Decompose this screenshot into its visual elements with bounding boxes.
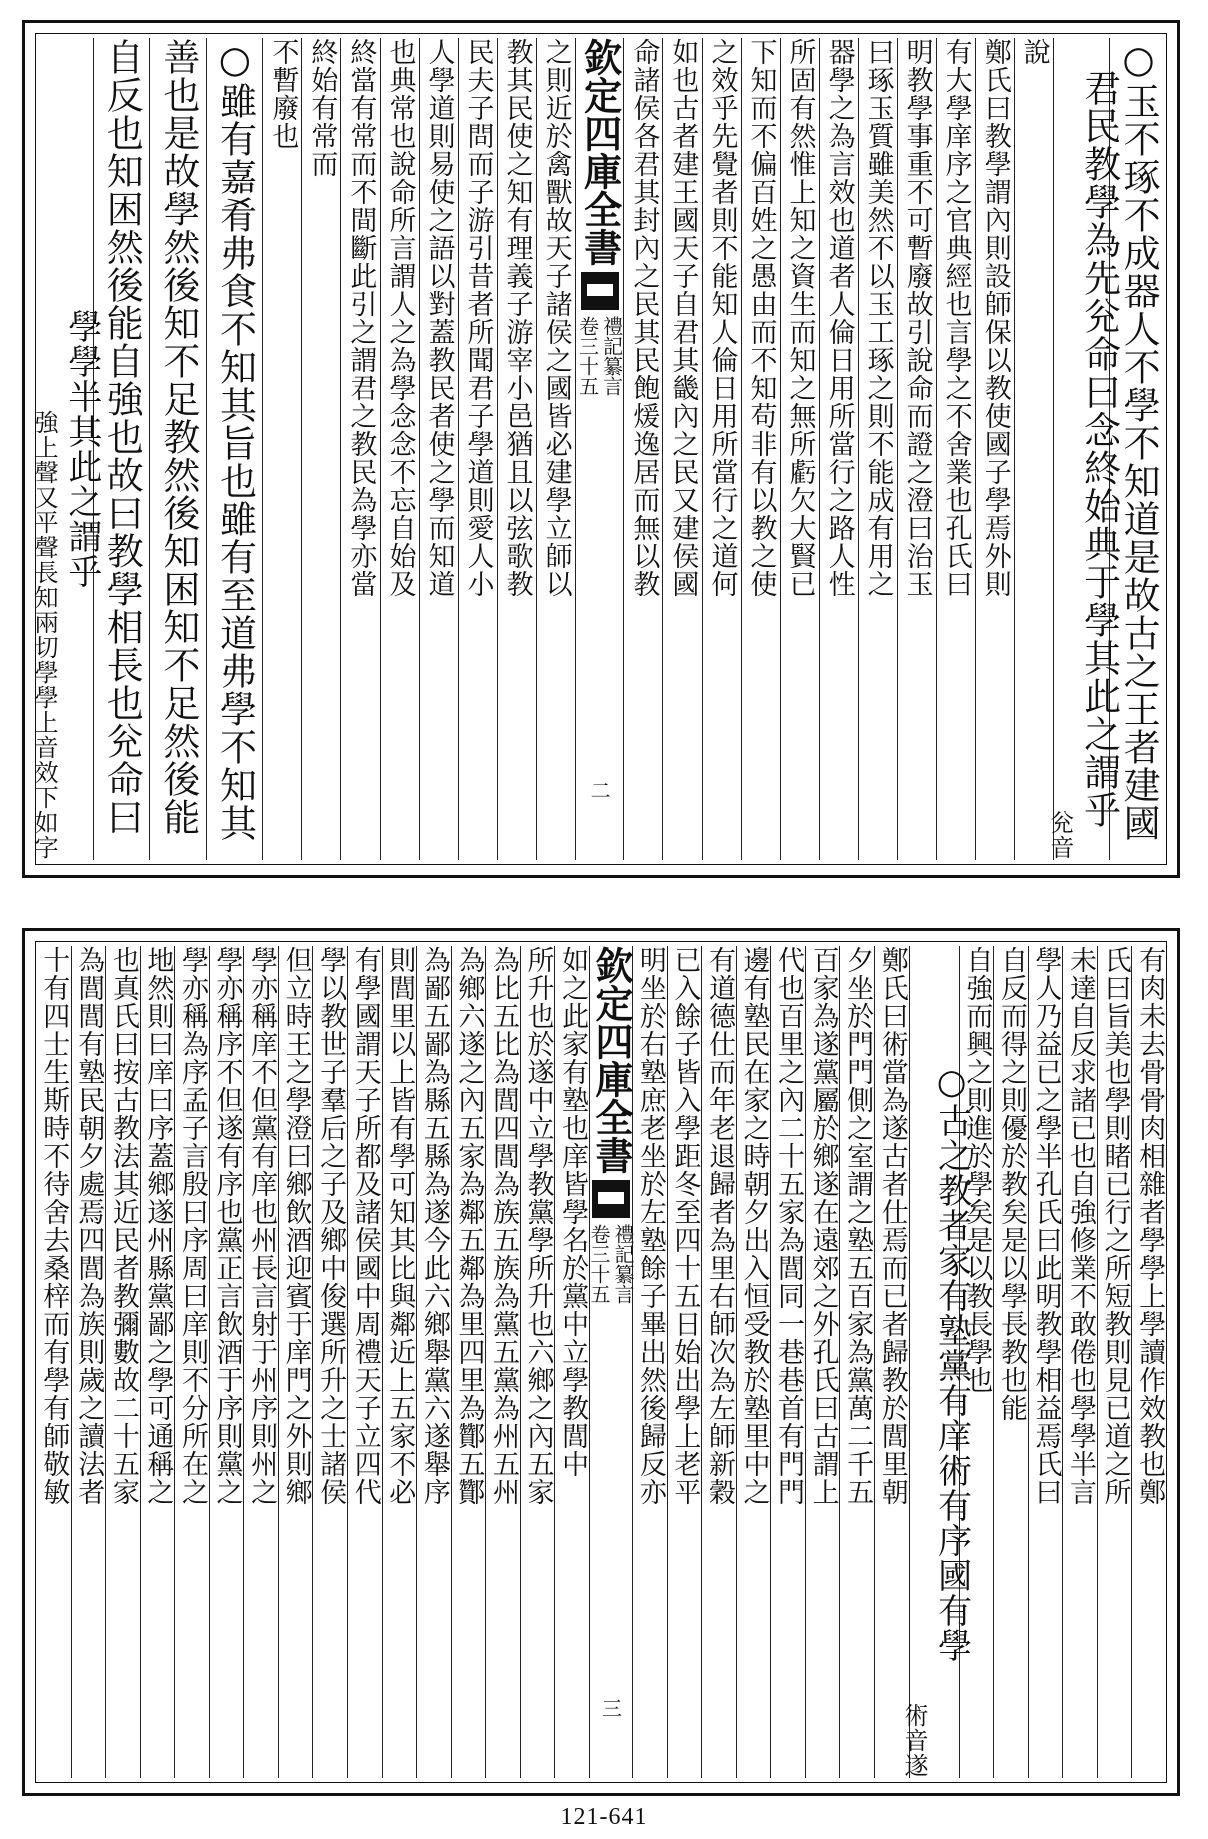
text-column-with-note	[899, 946, 972, 1778]
column-text: 也真氏曰按古教法其近民者教彌數故二十五家	[107, 946, 139, 1506]
volume-label	[588, 1224, 634, 1304]
column-text: 明教學事重不可暫廢故引說命而證之澄曰治玉	[901, 38, 933, 598]
commentary-column	[770, 946, 805, 1778]
column-text: 則閭里以上皆有學可知其比與鄰近上五家不必	[384, 946, 416, 1506]
commentary-column	[419, 38, 458, 860]
chapter-number: 卷三十五	[575, 316, 600, 396]
upper-page-frame	[30, 33, 1167, 865]
column-text: 也典常也說命所言謂人之為學念念不忘自始及	[384, 38, 416, 598]
column-text: 教其民使之知有理義子游宰小邑猶且以弦歌教	[501, 38, 533, 598]
commentary-column	[736, 946, 771, 1778]
commentary-column	[702, 38, 741, 860]
column-text: 為閭閭有塾民朝夕處焉四閭為族則歲之讀法者	[73, 946, 105, 1506]
commentary-column	[1097, 946, 1132, 1778]
commentary-column	[520, 946, 555, 1778]
commentary-column	[819, 38, 858, 860]
column-text: 鄭氏曰教學謂內則設師保以教使國子學焉外則	[979, 38, 1011, 598]
commentary-column	[667, 946, 702, 1778]
commentary-column	[36, 946, 71, 1778]
column-text: 十有四士生斯時不待舍去桑梓而有學有師敬敏	[38, 946, 70, 1506]
commentary-column	[451, 946, 486, 1778]
column-text: 為鄉六遂之內五家為鄰五鄰為里四里為酇五酇	[453, 946, 485, 1506]
commentary-column	[701, 946, 736, 1778]
commentary-column	[936, 38, 975, 860]
column-text: 所升也於遂中立學教黨學所升也六鄉之內五家	[522, 946, 554, 1506]
column-text: 終始有常而	[306, 38, 338, 178]
column-text: 地然則曰庠曰序蓋鄉遂州縣黨鄙之學可通稱之	[142, 946, 174, 1506]
column-text: 善也是故學然後知不足教然後知困知不足然後能	[156, 38, 200, 836]
commentary-column	[805, 946, 840, 1778]
commentary-column	[1014, 38, 1053, 860]
commentary-column	[340, 38, 379, 860]
interlinear-note: 強上聲又平聲長知兩切學學上音效下如字	[30, 410, 59, 860]
interlinear-note: 兊音	[1045, 810, 1074, 860]
leaf-number: 三	[598, 1698, 623, 1718]
column-text: 百家為遂黨屬於鄉遂在遠郊之外孔氏曰古謂上	[807, 946, 839, 1506]
commentary-column	[105, 946, 140, 1778]
commentary-column	[662, 38, 701, 860]
commentary-column	[993, 946, 1028, 1778]
text-column-with-note	[1045, 38, 1121, 860]
column-text: 邊有塾民在家之時朝夕出入恒受教於塾里中之	[738, 946, 770, 1506]
column-text: ○古之教者家有塾黨有庠術有序國有學	[931, 1061, 972, 1663]
column-text: 自強而興之則進於學矣是以教長學也	[961, 946, 993, 1394]
column-text: 器學之為言效也道者人倫日用所當行之路人性	[823, 38, 855, 598]
column-text: 之則近於禽獸故天子諸侯之國皆必建學立師以	[540, 38, 572, 598]
commentary-column	[140, 946, 175, 1778]
column-text: 曰琢玉質雖美然不以玉工琢之則不能成有用之	[862, 38, 894, 598]
commentary-column	[874, 946, 909, 1778]
column-text: 終當有常而不間斷此引之謂君之教民為學亦當	[345, 38, 377, 598]
column-text: 學亦稱序不但遂有序也黨正言飲酒于序則黨之	[211, 946, 243, 1506]
fishtail-mark-icon	[592, 1180, 630, 1218]
fishtail-mark-icon	[581, 272, 619, 310]
column-text: 有學國謂天子所都及諸侯國中周禮天子立四代	[349, 946, 381, 1506]
book-title: 禮記纂言	[611, 1224, 636, 1304]
column-text: 下知而不偏百姓之愚由而不知苟非有以教之使	[745, 38, 777, 598]
commentary-column	[839, 946, 874, 1778]
column-text: 如之此家有塾也庠皆學名於黨中立學教閭中	[557, 946, 589, 1478]
commentary-column	[278, 946, 313, 1778]
commentary-column	[1028, 946, 1063, 1778]
column-text: 學亦稱庠不但黨有庠也州長言射于州序則州之	[246, 946, 278, 1506]
commentary-column	[262, 38, 301, 860]
center-fold	[577, 38, 623, 396]
volume-label	[577, 316, 623, 396]
column-text: 之效乎先覺者則不能知人倫日用所當行之道何	[706, 38, 738, 598]
column-text: 未達自反求諸已也自強修業不敢倦也學學半言	[1065, 946, 1097, 1506]
commentary-column	[485, 946, 520, 1778]
commentary-column	[382, 946, 417, 1778]
column-text: ○玉不琢不成器人不學不知道是故古之王者建國	[1117, 38, 1161, 842]
leaf-number: 二	[587, 780, 612, 800]
column-text: 學人乃益已之學半孔氏曰此明教學相益焉氏曰	[1030, 946, 1062, 1506]
lower-page-frame	[35, 941, 1167, 1783]
commentary-column	[623, 38, 662, 860]
collection-title: 欽定四庫全書	[589, 946, 635, 1174]
interlinear-note: 術音遂	[899, 1703, 928, 1778]
column-text: 夕坐於門門側之室謂之塾五百家為黨萬二千五	[842, 946, 874, 1506]
collection-title: 欽定四庫全書	[577, 38, 623, 266]
column-text: 人學道則易使之語以對蓋教民者使之學而知道	[423, 38, 455, 598]
commentary-column	[312, 946, 347, 1778]
commentary-column	[632, 946, 667, 1778]
upper-page	[22, 20, 1180, 878]
column-text: 明坐於右塾庶老坐於左塾餘子畢出然後歸反亦	[634, 946, 666, 1506]
column-text: 代也百里之內二十五家為閭同一巷巷首有門門	[773, 946, 805, 1506]
commentary-column	[497, 38, 536, 860]
column-text: 所固有然惟上知之資生而知之無所虧欠大賢已	[784, 38, 816, 598]
commentary-column	[1131, 946, 1166, 1778]
column-text: 氏曰旨美也學則睹已行之所短教則見已道之所	[1099, 946, 1131, 1506]
commentary-column	[741, 38, 780, 860]
commentary-column	[975, 38, 1014, 860]
column-text: 但立時王之學澄曰鄉飲酒迎賓于庠門之外則鄉	[280, 946, 312, 1506]
commentary-column	[897, 38, 936, 860]
column-text: 民夫子問而子游引昔者所聞君子學道則愛人小	[462, 38, 494, 598]
commentary-column	[347, 946, 382, 1778]
column-text: ○雖有嘉肴弗食不知其旨也雖有至道弗學不知其	[213, 38, 257, 842]
commentary-column	[71, 946, 106, 1778]
commentary-column	[301, 38, 340, 860]
column-text: 為鄙五鄙為縣五縣為遂今此六鄉舉黨六遂舉序	[418, 946, 450, 1506]
main-text-column	[206, 38, 263, 860]
folio-number: 121-641	[560, 1804, 648, 1830]
column-text: 鄭氏曰術當為遂古者仕焉而已者歸教於閭里朝	[876, 946, 908, 1506]
column-text: 學以教世子羣后之子及鄉中俊選所升之士諸侯	[315, 946, 347, 1506]
commentary-column	[858, 38, 897, 860]
main-text-column	[149, 38, 206, 860]
center-fold-column	[587, 946, 636, 1778]
center-fold	[588, 946, 634, 1304]
lower-page	[22, 928, 1180, 1796]
column-text: 如也古者建王國天子自君其畿內之民又建侯國	[667, 38, 699, 598]
book-title: 禮記纂言	[599, 316, 624, 396]
commentary-column	[458, 38, 497, 860]
commentary-column	[1062, 946, 1097, 1778]
column-text: 自反也知困然後能自強也故曰教學相長也兊命曰	[100, 38, 144, 836]
column-text: 說	[1018, 38, 1050, 66]
commentary-column	[174, 946, 209, 1778]
commentary-column	[243, 946, 278, 1778]
commentary-column	[554, 946, 589, 1778]
column-text: 有道德仕而年老退歸者為里右師次為左師新穀	[703, 946, 735, 1506]
column-text: 自反而得之則優於教矣是以學長教也能	[995, 946, 1027, 1422]
center-fold-column	[575, 38, 624, 860]
column-text: 不暫廢也	[267, 38, 299, 150]
chapter-number: 卷三十五	[587, 1224, 612, 1304]
column-text: 學學半其此之謂乎	[61, 309, 102, 589]
text-column-with-note	[30, 38, 102, 860]
column-text: 為比五比為閭四閭為族五族為黨五黨為州五州	[487, 946, 519, 1506]
commentary-column	[536, 38, 575, 860]
column-text: 已入餘子皆入學距冬至四十五日始出學上老平	[669, 946, 701, 1506]
commentary-column	[380, 38, 419, 860]
column-text: 學亦稱為序孟子言殷曰序周曰庠則不分所在之	[176, 946, 208, 1506]
column-text: 命諸侯各君其封內之民其民飽煖逸居而無以教	[628, 38, 660, 598]
commentary-column	[780, 38, 819, 860]
commentary-column	[209, 946, 244, 1778]
column-text: 有肉未去骨骨肉相雜者學學上學讀作效教也鄭	[1134, 946, 1166, 1506]
column-text: 君民教學為先兊命曰念終始典于學其此之謂乎	[1077, 69, 1121, 829]
column-text: 有大學庠序之官典經也言學之不舍業也孔氏曰	[940, 38, 972, 598]
commentary-column	[416, 946, 451, 1778]
